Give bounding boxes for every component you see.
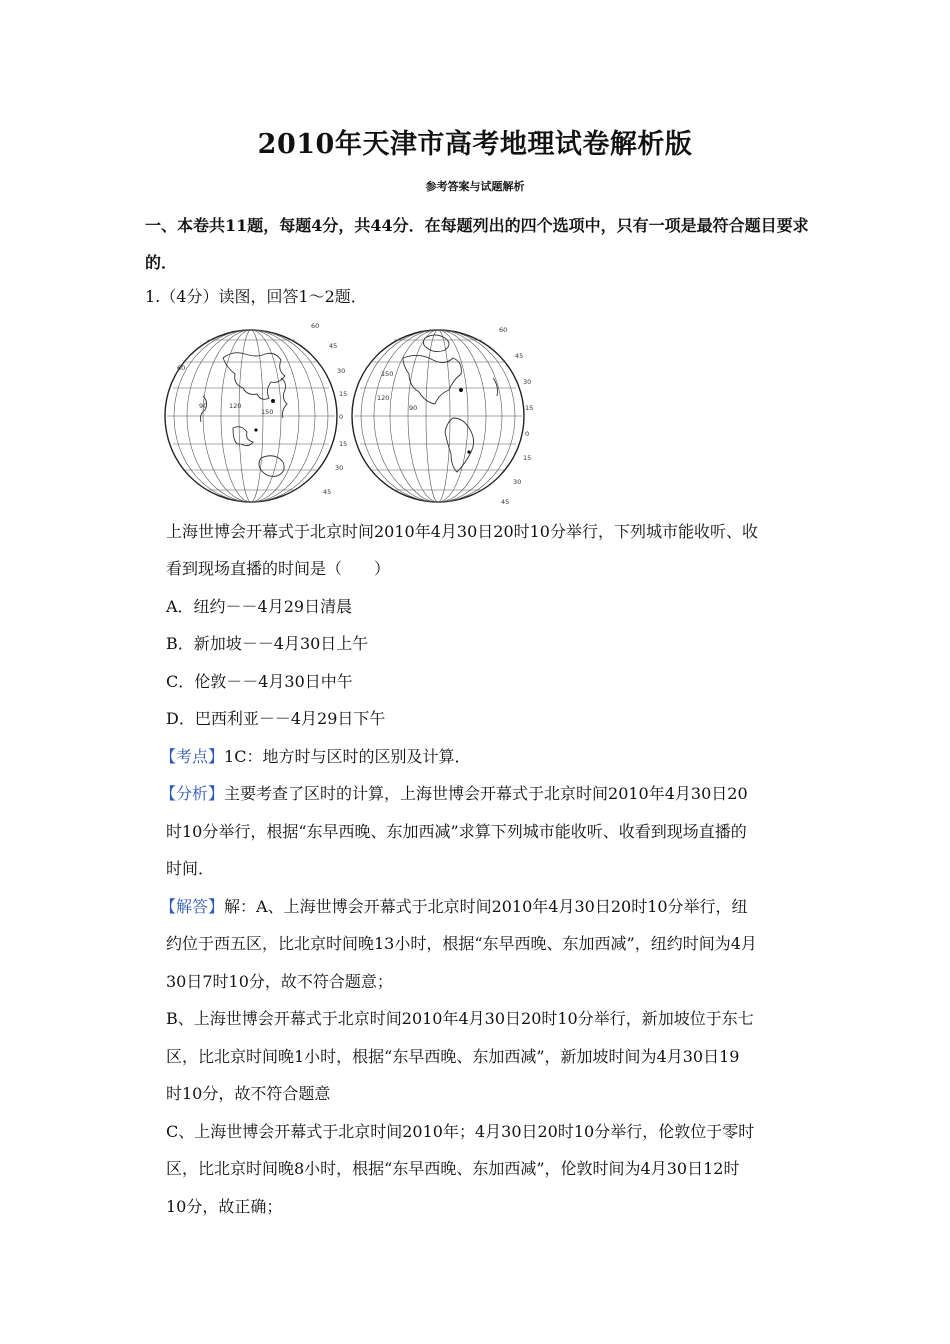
globe-figure-svg (163, 318, 553, 513)
left-globe-label-9: 60 (177, 364, 186, 372)
left-globe-label-5: 0 (339, 413, 344, 421)
jieda-b-line-2: 区，比北京时间晚1小时，根据“东早西晚、东加西减”，新加坡时间为4月30日19 (166, 1047, 740, 1066)
jieda-b-line-3: 时10分，故不符合题意 (166, 1084, 331, 1103)
right-globe-label-6: 15 (523, 454, 532, 462)
jieda-c-line-2: 区，比北京时间晚8小时，根据“东早西晚、东加西减”，伦敦时间为4月30日12时 (166, 1159, 740, 1178)
fenxi-line-3: 时间． (166, 859, 215, 878)
fenxi-line-2: 时10分举行，根据“东早西晚、东加西减”求算下列城市能收听、收看到现场直播的 (166, 822, 747, 841)
right-globe-label-9: 150 (381, 370, 394, 378)
left-globe-label-12: 150 (261, 408, 274, 416)
kaodian-line (160, 746, 470, 768)
section-heading: 一、本卷共11题，每题4分，共44分．在每题列出的四个选项中，只有一项是最符合题目要求的． (145, 216, 809, 272)
option-d: D．巴西利亚－－4月29日下午 (166, 709, 386, 728)
jieda-a-line-3: 30日7时10分，故不符合题意； (166, 972, 393, 991)
option-a: A．纽约－－4月29日清晨 (166, 597, 353, 616)
question-1-stem: 1.（4分）读图，回答1～2题． (145, 287, 367, 306)
right-globe-label-5: 0 (525, 430, 530, 438)
left-globe-label-1: 60 (311, 322, 320, 330)
option-c: C．伦敦－－4月30日中午 (166, 672, 353, 691)
page-title: 2010年天津市高考地理试卷解析版 (257, 129, 693, 160)
right-globe-label-7: 30 (513, 478, 522, 486)
left-globe-label-8: 45 (323, 488, 332, 496)
left-globe-label-3: 30 (337, 367, 346, 375)
right-globe-label-4: 15 (525, 404, 534, 412)
jieda-c-line-1: C、上海世博会开幕式于北京时间2010年；4月30日20时10分举行，伦敦位于零时 (166, 1122, 755, 1141)
jieda-a-line-1 (160, 896, 748, 918)
right-globe-label-10: 120 (377, 394, 390, 402)
left-globe-label-11: 120 (229, 402, 242, 410)
page-subtitle: 参考答案与试题解析 (425, 180, 525, 193)
left-globe-label-10: 90 (199, 402, 208, 410)
option-b: B．新加坡－－4月30日上午 (166, 634, 369, 653)
fenxi-tag: 【分析】 (160, 784, 225, 803)
right-globe-label-11: 90 (409, 404, 418, 412)
kaodian-tag: 【考点】 (160, 747, 225, 766)
fenxi-text-1: 主要考查了区时的计算，上海世博会开幕式于北京时间2010年4月30日20 (224, 784, 748, 803)
right-globe-label-3: 30 (523, 378, 532, 386)
left-globe-label-4: 15 (339, 390, 348, 398)
left-globe (165, 322, 347, 502)
right-globe-label-1: 60 (499, 326, 508, 334)
jieda-a-text-1: 解：A、上海世博会开幕式于北京时间2010年4月30日20时10分举行，纽 (224, 897, 748, 916)
right-globe (352, 326, 533, 506)
left-globe-label-7: 30 (335, 464, 344, 472)
left-globe-label-2: 45 (329, 342, 338, 350)
jieda-tag: 【解答】 (160, 897, 225, 916)
fenxi-line-1 (160, 783, 748, 805)
prompt-line-1: 上海世博会开幕式于北京时间2010年4月30日20时10分举行，下列城市能收听、收 (166, 522, 758, 541)
jieda-b-line-1: B、上海世博会开幕式于北京时间2010年4月30日20时10分举行，新加坡位于东七 (166, 1009, 754, 1028)
prompt-line-2: 看到现场直播的时间是（ ） (166, 559, 391, 578)
kaodian-text: 1C：地方时与区时的区别及计算． (224, 747, 471, 766)
jieda-c-line-3: 10分，故正确； (166, 1197, 283, 1216)
left-globe-label-6: 15 (339, 440, 348, 448)
right-globe-label-2: 45 (515, 352, 524, 360)
globe-figure (163, 318, 553, 513)
right-globe-label-8: 45 (501, 498, 510, 506)
jieda-a-line-2: 约位于西五区，比北京时间晚13小时，根据“东早西晚、东加西减”，纽约时间为4月 (166, 934, 757, 953)
